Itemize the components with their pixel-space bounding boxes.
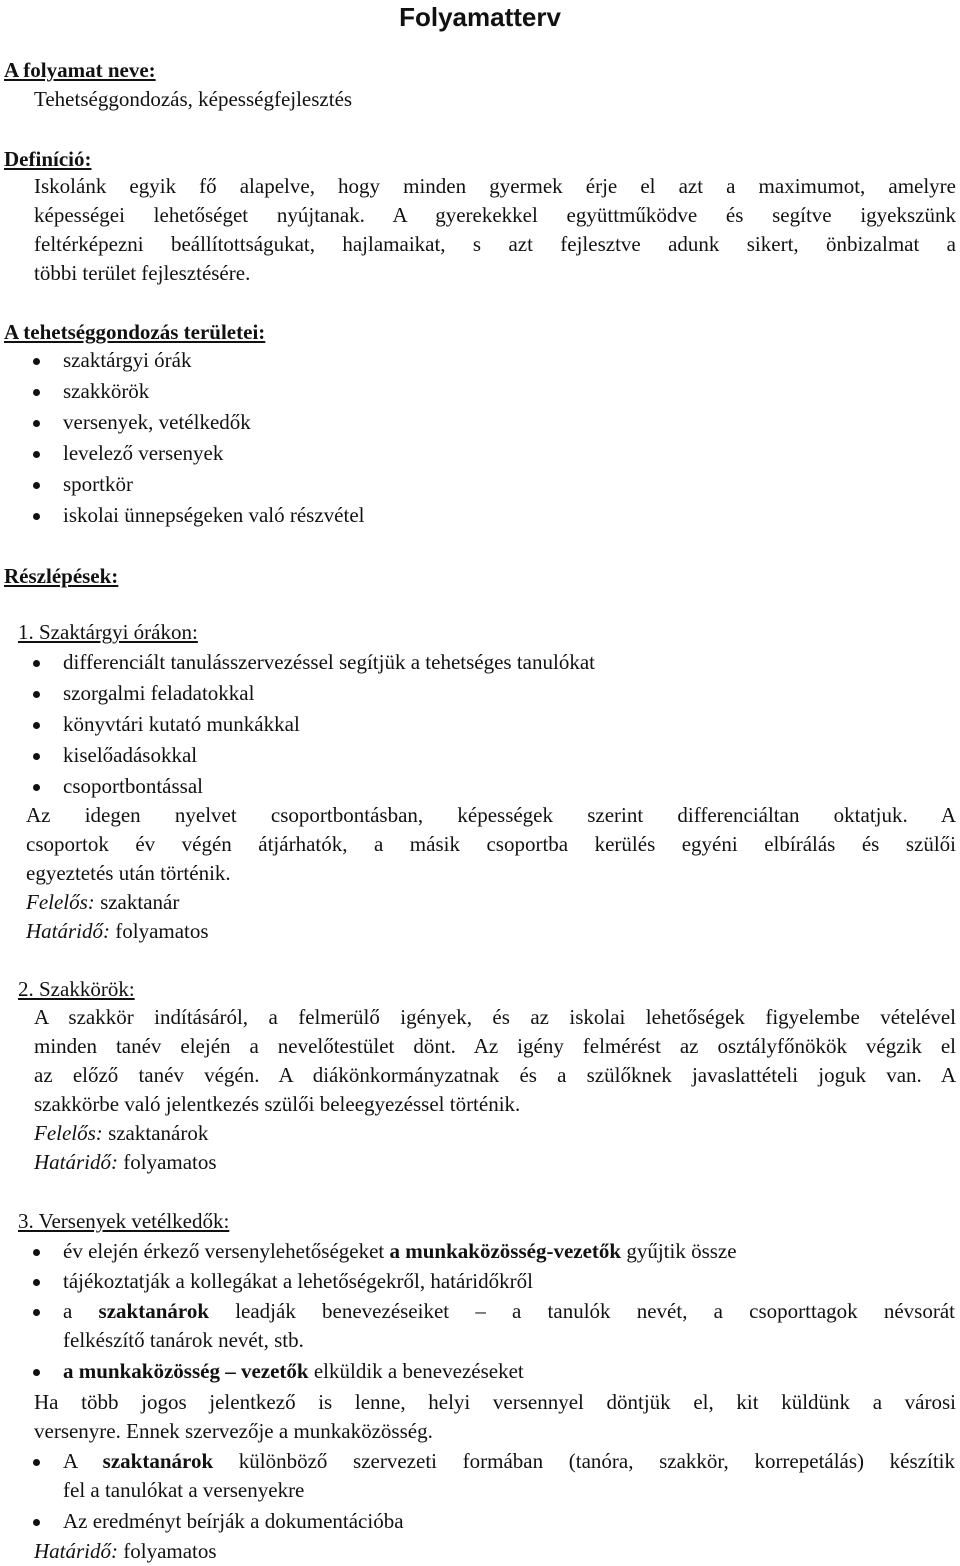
step2-deadline <box>34 1148 956 1177</box>
item-text: elküldik a benevezéseket <box>308 1359 524 1383</box>
step3-deadline <box>34 1537 217 1566</box>
item-line: felkészítő tanárok nevét, stb. <box>63 1328 304 1352</box>
deadline-value: folyamatos <box>123 1150 217 1174</box>
step1-heading: 1. Szaktárgyi órákon: <box>18 620 198 644</box>
list-item <box>30 1297 956 1357</box>
definition-line: többi terület fejlesztésére. <box>34 261 251 285</box>
list-item: versenyek, vetélkedők <box>30 408 956 439</box>
item-line <box>63 1447 955 1476</box>
step2-heading: 2. Szakkörök: <box>18 977 135 1001</box>
step2-responsible <box>34 1119 956 1148</box>
step2-line: szakkörbe való jelentkezés szülői beleegyezéssel történik. <box>34 1092 521 1116</box>
areas-label: A tehetséggondozás területei: <box>4 320 266 344</box>
list-item <box>30 1237 956 1267</box>
responsible-label: Felelős: <box>26 890 95 914</box>
definition-text <box>34 172 956 288</box>
list-item: Az eredményt beírják a dokumentációba <box>30 1507 956 1537</box>
step3-heading: 3. Versenyek vetélkedők: <box>18 1209 230 1233</box>
responsible-value: szaktanárok <box>108 1121 209 1145</box>
item-text: a <box>63 1299 99 1323</box>
step1-list <box>30 648 956 803</box>
step1-line: egyeztetés után történik. <box>26 861 231 885</box>
list-item: csoportbontással <box>30 772 956 803</box>
definition-line: feltérképezni beállítottságukat, hajlamaikat, s azt fejlesztve adunk sikert, önbizalmat a <box>34 232 956 256</box>
item-text: A <box>63 1449 103 1473</box>
steps-label: Részlépések: <box>4 564 119 588</box>
deadline-value: folyamatos <box>123 1539 217 1563</box>
item-bold: szaktanárok <box>102 1449 214 1473</box>
list-item: levelező versenyek <box>30 439 956 470</box>
list-item: sportkör <box>30 470 956 501</box>
item-bold: a munkaközösség-vezetők <box>389 1239 622 1263</box>
step3-list-a <box>30 1237 956 1387</box>
step1-line: Az idegen nyelvet csoportbontásban, képességek szerint differenciáltan oktatjuk. A <box>26 803 956 827</box>
deadline-label: Határidő: <box>34 1539 118 1563</box>
step3-list-b <box>30 1447 956 1537</box>
page-title: Folyamatterv <box>399 2 561 32</box>
step1-responsible <box>26 888 956 917</box>
step2-text <box>34 1003 956 1177</box>
item-text: leadják benevezéseiket – a tanulók nevét, a csoporttagok névsorát <box>209 1299 955 1323</box>
list-item: szakkörök <box>30 377 956 408</box>
item-text: különböző szervezeti formában (tanóra, szakkör, korrepetálás) készítik <box>213 1449 956 1473</box>
definition-label: Definíció: <box>4 147 92 171</box>
definition-line: képességei lehetőséget nyújtanak. A gyerekekkel együttműködve és segítve igyekszünk <box>34 203 956 227</box>
step3-line: versenyre. Ennek szervezője a munkaközösség. <box>34 1419 433 1443</box>
item-text: gyűjtik össze <box>621 1239 737 1263</box>
deadline-value: folyamatos <box>115 919 209 943</box>
item-line: fel a tanulókat a versenyekre <box>63 1478 305 1502</box>
item-line <box>63 1297 955 1326</box>
list-item: könyvtári kutató munkákkal <box>30 710 956 741</box>
step3-line: Ha több jogos jelentkező is lenne, helyi versennyel döntjük el, kit küldünk a városi <box>34 1390 956 1414</box>
step2-line: A szakkör indításáról, a felmerülő igények, és az iskolai lehetőségek figyelembe vételével <box>34 1005 956 1029</box>
list-item: szaktárgyi órák <box>30 346 956 377</box>
list-item <box>30 1447 956 1507</box>
areas-list <box>30 346 956 532</box>
list-item: kiselőadásokkal <box>30 741 956 772</box>
list-item: iskolai ünnepségeken való részvétel <box>30 501 956 532</box>
item-text: év elején érkező versenylehetőségeket <box>63 1239 390 1263</box>
step1-line: csoportok év végén átjárhatók, a másik csoportba kerülés egyéni elbírálás és szülői <box>26 832 956 856</box>
responsible-label: Felelős: <box>34 1121 103 1145</box>
item-bold: a munkaközösség – vezetők <box>63 1359 309 1383</box>
definition-line: Iskolánk egyik fő alapelve, hogy minden gyermek érje el azt a maximumot, amelyre <box>34 174 956 198</box>
step2-line: az előző tanév végén. A diákönkormányzatnak és a szülőknek javaslattételi joguk van. A <box>34 1063 956 1087</box>
step1-text <box>26 801 956 946</box>
deadline-label: Határidő: <box>26 919 110 943</box>
responsible-value: szaktanár <box>100 890 180 914</box>
list-item: differenciált tanulásszervezéssel segítjük a tehetséges tanulókat <box>30 648 956 679</box>
step3-text <box>34 1388 956 1446</box>
list-item: tájékoztatják a kollegákat a lehetőségekről, határidőkről <box>30 1267 956 1297</box>
process-label: A folyamat neve: <box>4 58 156 82</box>
step2-line: minden tanév elején a nevelőtestület dönt. Az igény felmérést az osztályfőnökök végzik el <box>34 1034 956 1058</box>
list-item: szorgalmi feladatokkal <box>30 679 956 710</box>
list-item <box>30 1357 956 1387</box>
step1-deadline <box>26 917 956 946</box>
deadline-label: Határidő: <box>34 1150 118 1174</box>
process-value: Tehetséggondozás, képességfejlesztés <box>34 87 353 111</box>
item-bold: szaktanárok <box>98 1299 209 1323</box>
